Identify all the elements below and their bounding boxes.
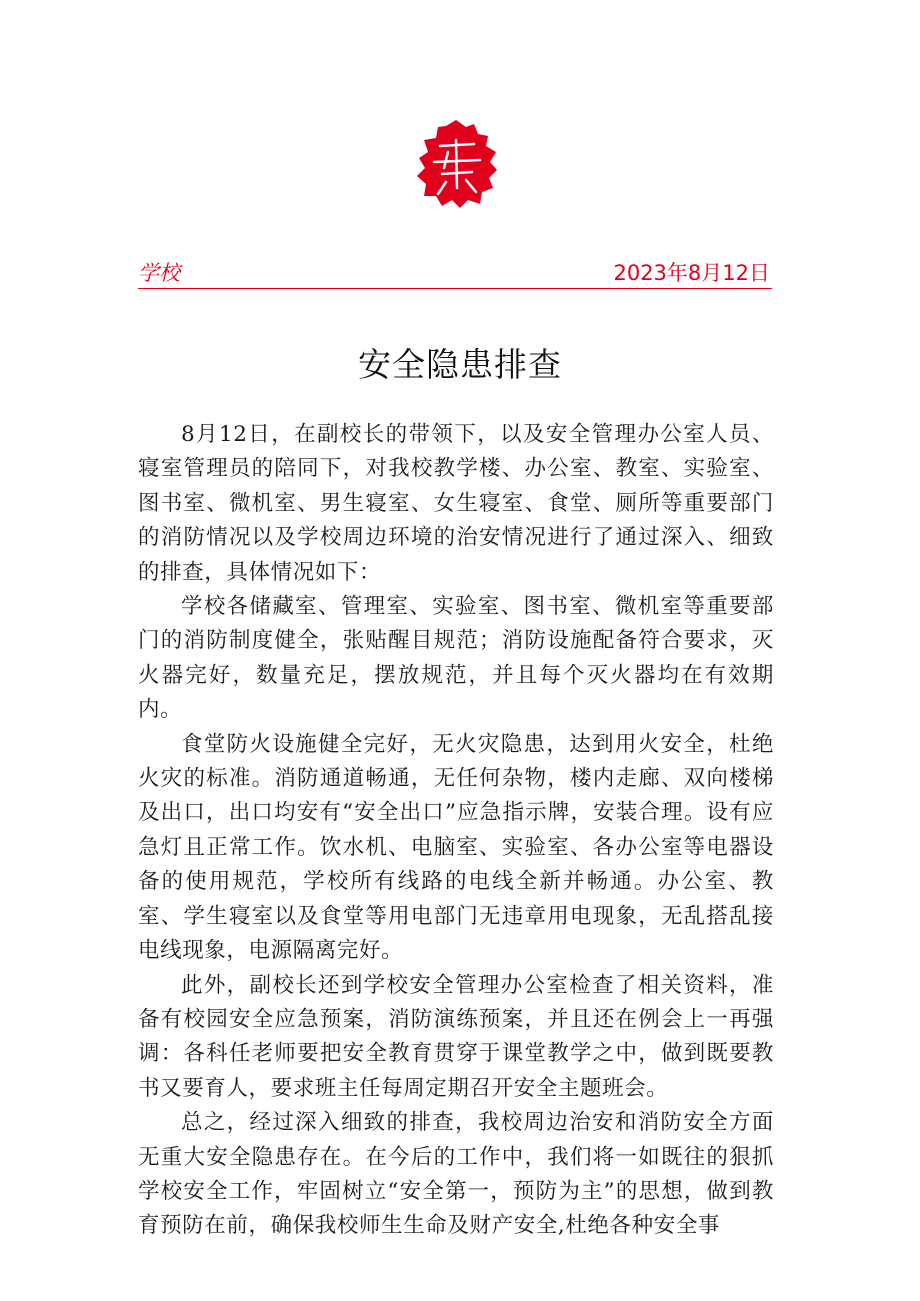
document-title: 安全隐患排查 — [358, 345, 562, 384]
paragraph-canteen-safety: 食堂防火设施健全完好，无火灾隐患，达到用火安全，杜绝火灾的标准。消防通道畅通，无任何杂物，楼内走廊、双向楼梯及出口，出口均安有“安全出口”应急指示牌，安装合理。设有应急灯且正常工作。饮水机、电脑室、实验室、各办公室等电器设备的使用规范，学校所有线路的电线全新并畅通。办公室、教室、学生寝室以及食堂等用电部门无违章用电现象，无乱搭乱接电线现象，电源隔离完好。 — [138, 731, 774, 964]
document-header-rule — [138, 258, 772, 289]
header-school-label: 学校 — [138, 261, 180, 285]
header-date: 2023年8月12日 — [613, 261, 770, 285]
paragraph-storage-rooms: 学校各储藏室、管理室、实验室、图书室、微机室等重要部门的消防制度健全，张贴醒目规范；消防设施配备符合要求，灭火器完好，数量充足，摆放规范，并且每个灭火器均在有效期内。 — [138, 594, 774, 723]
paragraph-conclusion: 总之，经过深入细致的排查，我校周边治安和消防安全方面无重大安全隐患存在。在今后的工作中，我们将一如既往的狠抓学校安全工作，牢固树立“安全第一，预防为主”的思想，做到教育预防在前，确保我校师生生命及财产安全,杜绝各种安全事 — [138, 1110, 774, 1239]
document-body — [138, 418, 774, 1244]
paragraph-vice-principal: 此外，副校长还到学校安全管理办公室检查了相关资料，准备有校园安全应急预案，消防演练预案，并且还在例会上一再强调：各科任老师要把安全教育贯穿于课堂教学之中，做到既要教书又要育人，要求班主任每周定期召开安全主题班会。 — [138, 972, 774, 1101]
seal-stamp-icon — [416, 118, 498, 210]
paragraph-intro: 8月12日，在副校长的带领下，以及安全管理办公室人员、寝室管理员的陪同下，对我校教学楼、办公室、教室、实验室、图书室、微机室、男生寝室、女生寝室、食堂、厕所等重要部门的消防情况以及学校周边环境的治安情况进行了通过深入、细致的排查，具体情况如下： — [138, 422, 774, 585]
